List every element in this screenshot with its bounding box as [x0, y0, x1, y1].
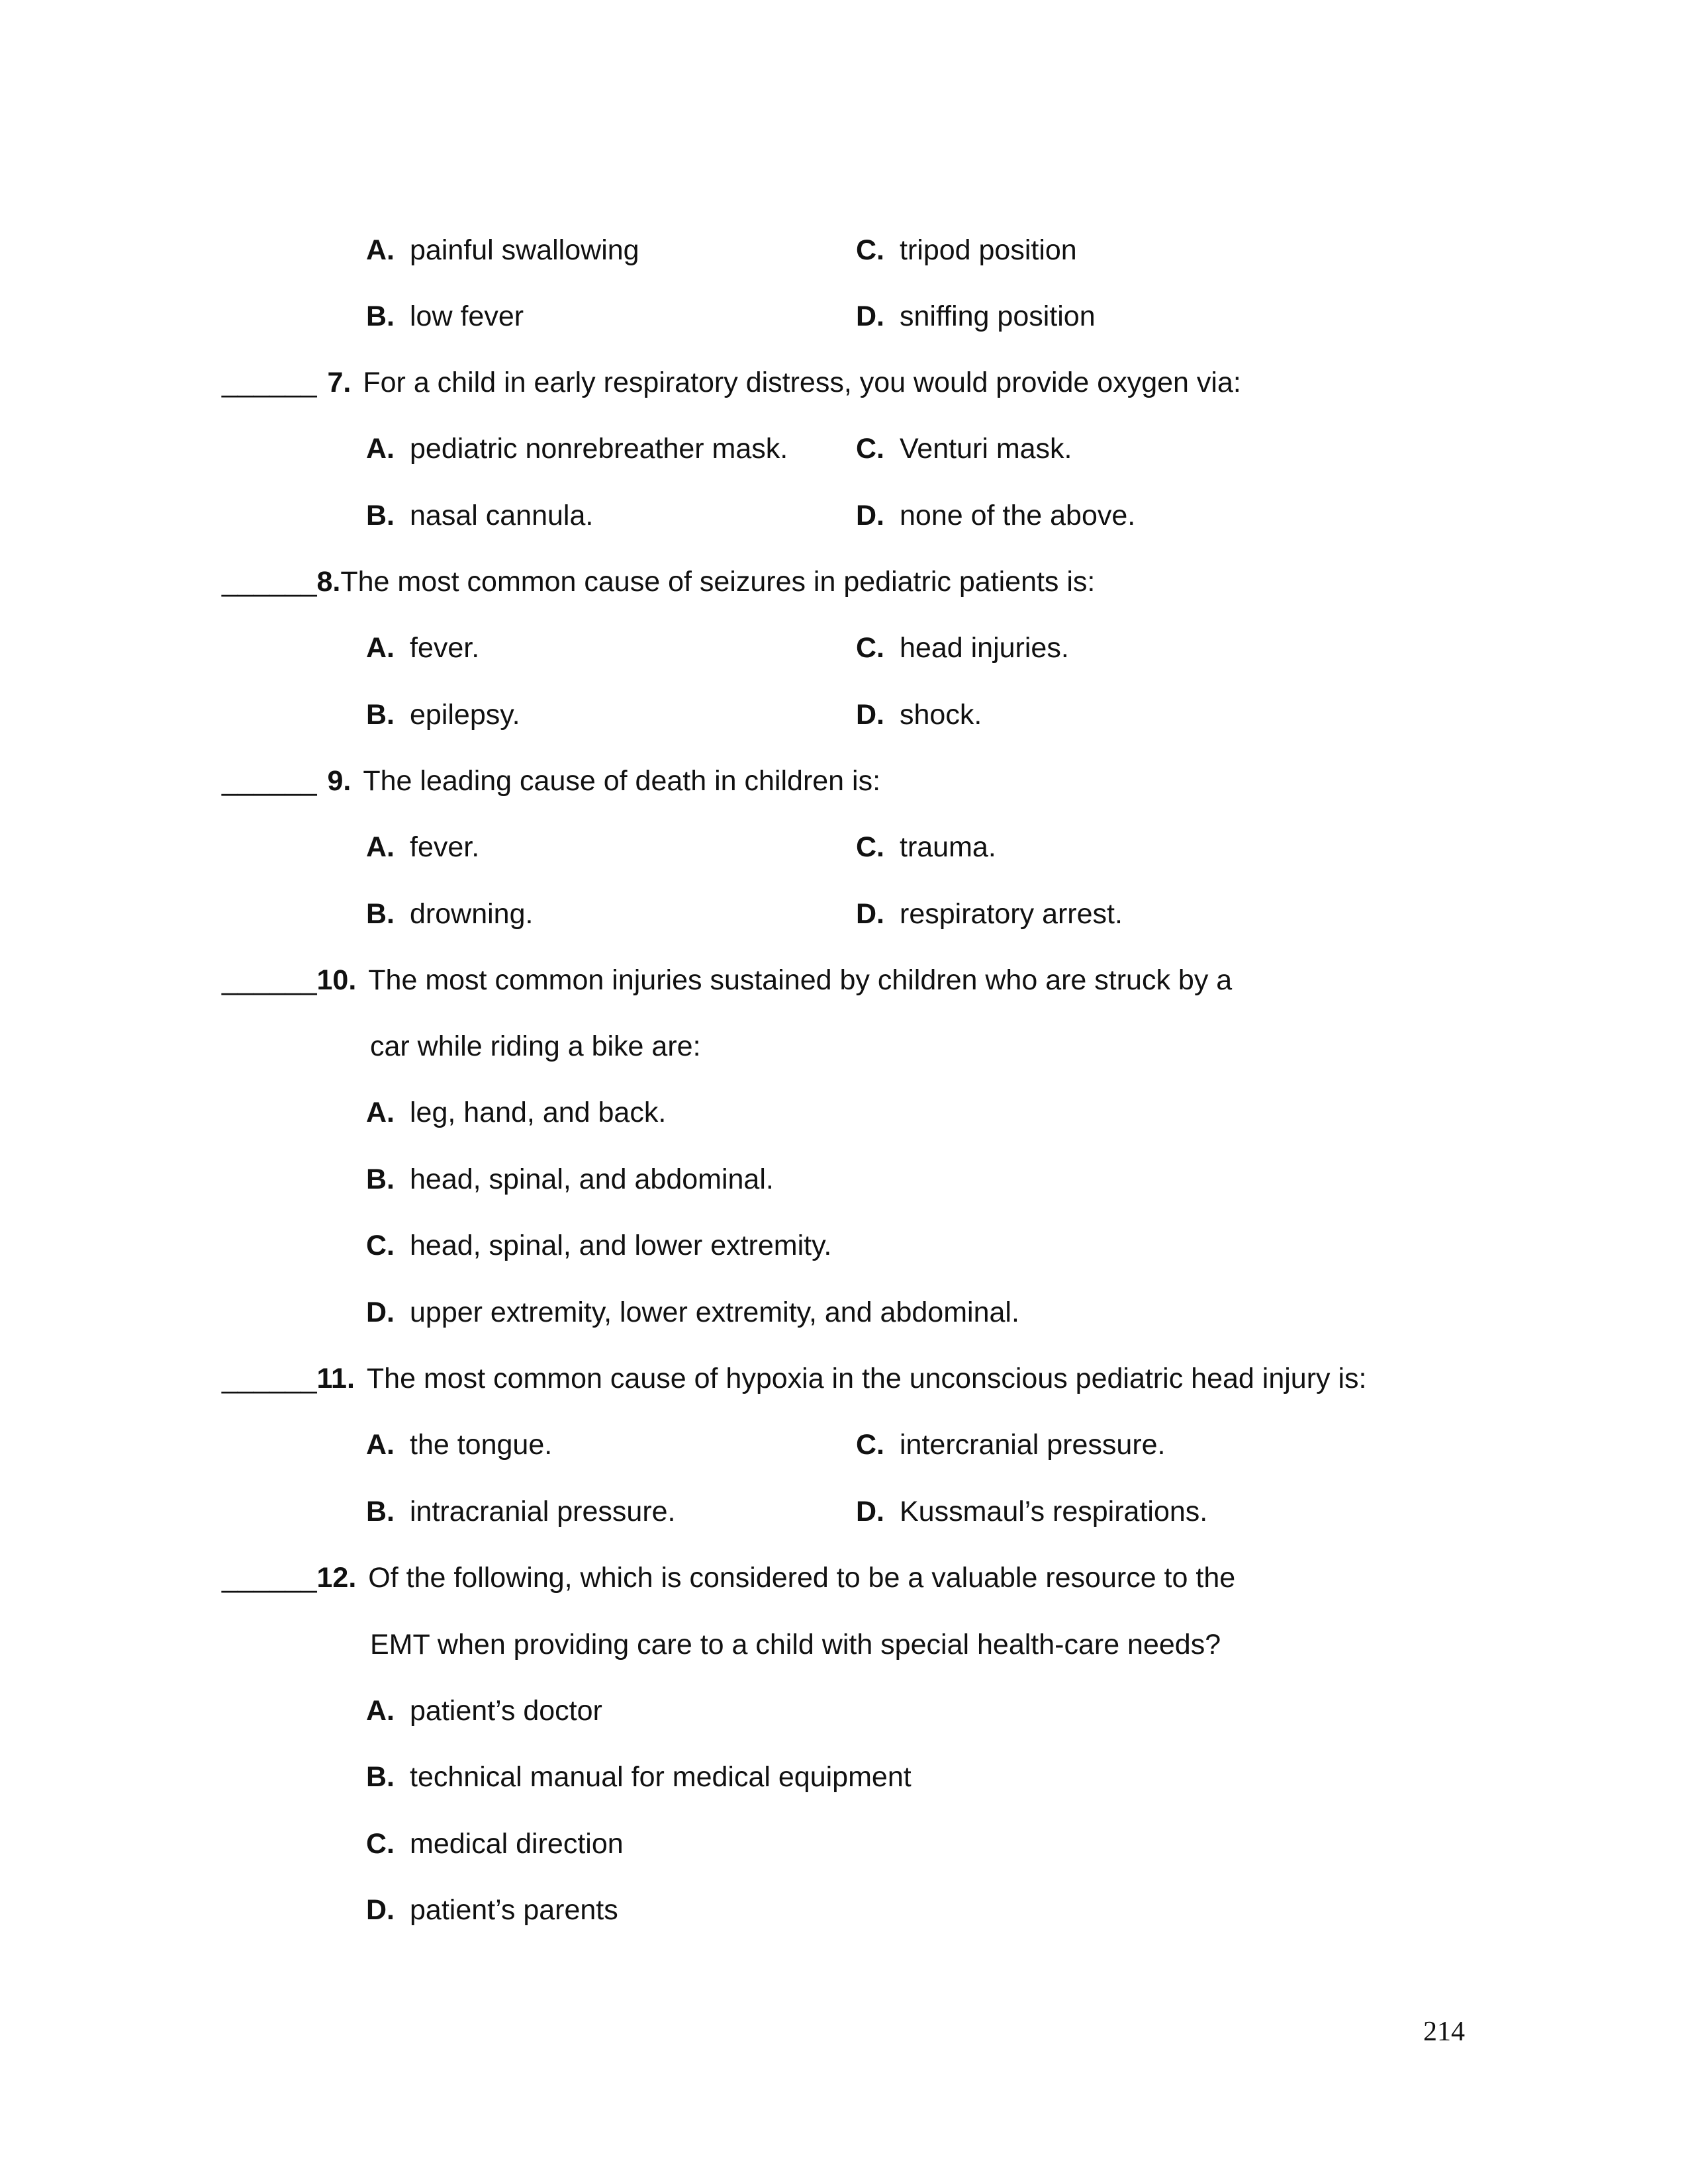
- q10-option-d: [366, 1293, 1019, 1332]
- option-text: medical direction: [410, 1828, 624, 1860]
- option-text: painful swallowing: [410, 234, 639, 266]
- question-text: EMT when providing care to a child with special health-care needs?: [370, 1629, 1221, 1661]
- question-number: 7.: [327, 367, 352, 398]
- option-text: Venturi mask.: [900, 433, 1072, 465]
- q6-option-c: [856, 230, 1077, 270]
- option-letter: A.: [366, 234, 395, 266]
- option-letter: C.: [856, 632, 884, 664]
- option-letter: B.: [366, 699, 395, 731]
- option-text: leg, hand, and back.: [410, 1097, 667, 1128]
- option-letter: A.: [366, 831, 395, 863]
- option-text: fever.: [410, 831, 480, 863]
- option-letter: B.: [366, 1761, 395, 1793]
- option-text: epilepsy.: [410, 699, 520, 731]
- question-number: 12.: [316, 1562, 357, 1594]
- q6-option-a: [366, 230, 639, 270]
- option-text: intracranial pressure.: [410, 1496, 676, 1527]
- q10-option-c: [366, 1226, 831, 1265]
- q6-option-b: [366, 296, 524, 336]
- q8-option-b: [366, 695, 520, 735]
- option-letter: C.: [856, 234, 884, 266]
- option-text: sniffing position: [900, 300, 1096, 332]
- option-letter: D.: [856, 699, 884, 731]
- option-letter: A.: [366, 1429, 395, 1461]
- option-letter: C.: [856, 831, 884, 863]
- option-text: patient’s parents: [410, 1894, 618, 1926]
- option-text: patient’s doctor: [410, 1695, 602, 1727]
- q8-stem: [222, 562, 1095, 602]
- q10-option-a: [366, 1093, 666, 1132]
- option-letter: D.: [366, 1297, 395, 1328]
- q11-stem: [222, 1359, 1366, 1398]
- option-text: trauma.: [900, 831, 996, 863]
- question-text: Of the following, which is considered to be a valuable resource to the: [368, 1562, 1236, 1594]
- q7-option-d: [856, 496, 1135, 535]
- option-text: shock.: [900, 699, 982, 731]
- option-text: head, spinal, and lower extremity.: [410, 1230, 832, 1261]
- question-text: The most common injuries sustained by children who are struck by a: [368, 964, 1233, 996]
- option-letter: B.: [366, 1163, 395, 1195]
- q12-option-d: [366, 1890, 618, 1930]
- q12-option-a: [366, 1691, 602, 1731]
- answer-blank: ______: [222, 566, 317, 598]
- question-text: For a child in early respiratory distress, you would provide oxygen via:: [363, 367, 1241, 398]
- option-letter: D.: [856, 1496, 884, 1527]
- answer-blank: ______: [222, 367, 317, 398]
- q9-option-c: [856, 827, 996, 867]
- option-text: nasal cannula.: [410, 500, 594, 531]
- question-text: The leading cause of death in children is:: [363, 765, 881, 797]
- q8-option-d: [856, 695, 982, 735]
- option-text: technical manual for medical equipment: [410, 1761, 912, 1793]
- option-text: upper extremity, lower extremity, and abdominal.: [410, 1297, 1019, 1328]
- option-letter: A.: [366, 1097, 395, 1128]
- q11-option-a: [366, 1425, 552, 1465]
- option-letter: B.: [366, 500, 395, 531]
- q12-stem-continued: [370, 1625, 1221, 1664]
- q8-option-c: [856, 628, 1069, 668]
- option-letter: C.: [856, 433, 884, 465]
- q9-stem: [222, 761, 880, 801]
- option-letter: B.: [366, 300, 395, 332]
- question-number: 11.: [316, 1363, 355, 1394]
- option-letter: A.: [366, 433, 395, 465]
- option-letter: B.: [366, 898, 395, 930]
- option-text: respiratory arrest.: [900, 898, 1123, 930]
- q12-option-c: [366, 1824, 624, 1864]
- answer-blank: ______: [222, 964, 317, 996]
- option-text: drowning.: [410, 898, 534, 930]
- option-text: intercranial pressure.: [900, 1429, 1166, 1461]
- page-number: 214: [1423, 2017, 1465, 2047]
- option-text: head injuries.: [900, 632, 1069, 664]
- option-text: Kussmaul’s respirations.: [900, 1496, 1208, 1527]
- q10-stem-continued: [370, 1026, 701, 1066]
- q11-option-c: [856, 1425, 1166, 1465]
- option-letter: C.: [366, 1828, 395, 1860]
- answer-blank: ______: [222, 1363, 317, 1394]
- option-letter: A.: [366, 1695, 395, 1727]
- option-letter: C.: [366, 1230, 395, 1261]
- question-number: 10.: [316, 964, 357, 996]
- q11-option-b: [366, 1492, 676, 1531]
- q7-stem: [222, 363, 1241, 402]
- question-text: The most common cause of seizures in pediatric patients is:: [340, 566, 1096, 598]
- q9-option-a: [366, 827, 479, 867]
- option-letter: D.: [856, 898, 884, 930]
- question-text: car while riding a bike are:: [370, 1030, 701, 1062]
- q9-option-b: [366, 894, 533, 934]
- q7-option-c: [856, 429, 1072, 469]
- answer-blank: ______: [222, 1562, 317, 1594]
- q12-stem: [222, 1558, 1235, 1598]
- option-letter: B.: [366, 1496, 395, 1527]
- question-number: 9.: [327, 765, 352, 797]
- q9-option-d: [856, 894, 1123, 934]
- option-text: low fever: [410, 300, 524, 332]
- answer-blank: ______: [222, 765, 317, 797]
- option-text: fever.: [410, 632, 480, 664]
- option-text: none of the above.: [900, 500, 1136, 531]
- q7-option-a: [366, 429, 788, 469]
- option-text: the tongue.: [410, 1429, 553, 1461]
- q11-option-d: [856, 1492, 1207, 1531]
- option-letter: D.: [366, 1894, 395, 1926]
- option-letter: D.: [856, 500, 884, 531]
- question-number: 8.: [316, 566, 341, 598]
- option-text: head, spinal, and abdominal.: [410, 1163, 774, 1195]
- q10-stem: [222, 960, 1232, 1000]
- option-letter: A.: [366, 632, 395, 664]
- q7-option-b: [366, 496, 593, 535]
- q10-option-b: [366, 1160, 774, 1199]
- question-text: The most common cause of hypoxia in the unconscious pediatric head injury is:: [366, 1363, 1367, 1394]
- option-letter: D.: [856, 300, 884, 332]
- q12-option-b: [366, 1757, 912, 1797]
- option-letter: C.: [856, 1429, 884, 1461]
- q8-option-a: [366, 628, 479, 668]
- q6-option-d: [856, 296, 1096, 336]
- option-text: tripod position: [900, 234, 1077, 266]
- option-text: pediatric nonrebreather mask.: [410, 433, 788, 465]
